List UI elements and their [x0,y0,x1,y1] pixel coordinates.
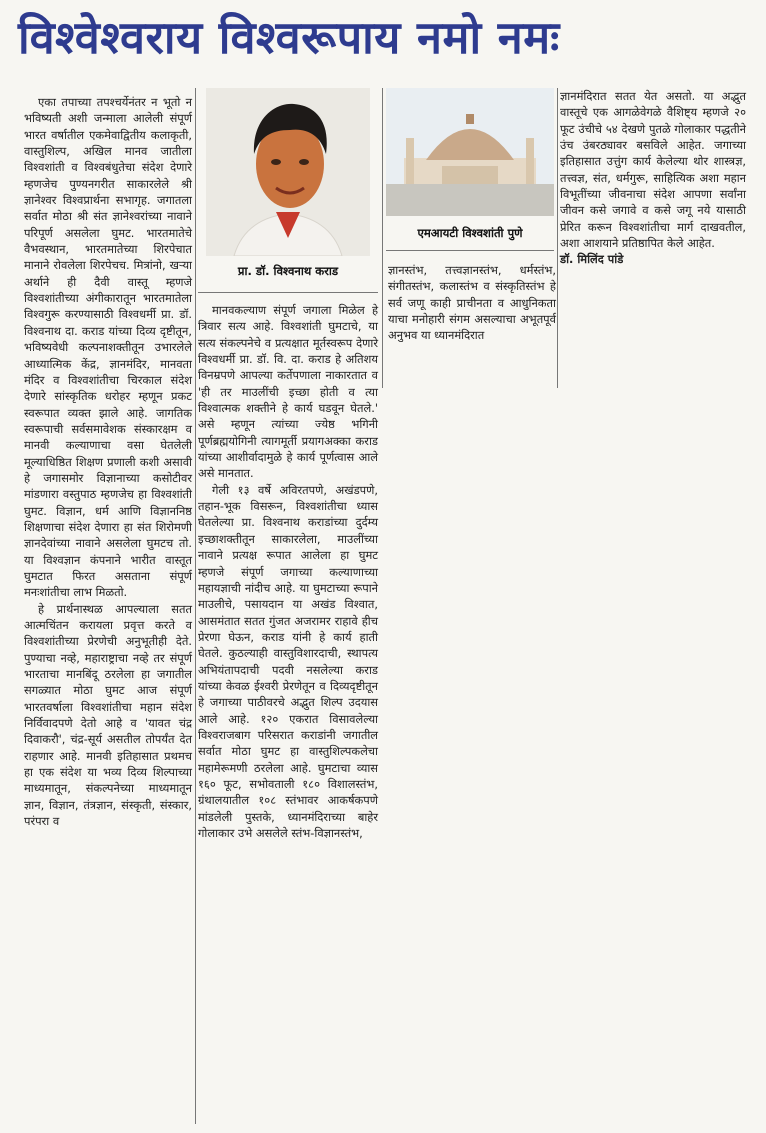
paragraph: मानवकल्याण संपूर्ण जगाला मिळेल हे त्रिवार सत्य आहे. विश्वशांती घुमटाचे, या सत्य संकल्पनेचे व प्रत्यक्षात मूर्तस्वरूप देणारे विश्वधर्मी प्रा. डॉ. वि. दा. कराड हे अतिशय विनम्रपणे आपल्या कर्तेपणाला नाकारतात व 'ही तर माउलींची इच्छा होती व त्या विश्वात्मक शक्तीने हे कार्य घडवून घेतले.' असे म्हणून त्यांच्या ज्येष्ठ भगिनी पूर्णब्रह्मयोगिनी त्यागमूर्ती प्रयागअक्का कराड यांच्या आशीर्वादामुळे हे कार्य पूर्णत्वास आले असे मानतात. [198,303,378,481]
caption-rule [198,292,378,293]
dome-image [386,88,554,216]
photo-caption: प्रा. डॉ. विश्वनाथ कराड [237,264,339,278]
building-photo [386,88,554,216]
article-column-2 [198,302,378,1124]
article-column-1 [24,94,192,1124]
image-caption: एमआयटी विश्वशांती पुणे [417,226,523,240]
column-divider [195,88,196,1124]
column-divider [382,88,383,388]
headline: विश्वेश्वराय विश्वरूपाय नमो नमः [18,11,560,64]
article-column-4 [560,88,746,388]
paragraph: ज्ञानमंदिरात सतत येत असतो. या अद्भुत वास्तूचे एक आगळेवेगळे वैशिष्ट्य म्हणजे २० फूट उंचीचे ५४ देखणे पुतळे गोलाकार पद्धतीने उंच उंबरठ्यावर बसविले आहेत. जगाच्या इतिहासात उत्तुंग कार्य केलेल्या थोर शास्त्रज्ञ, तत्त्वज्ञ, संत, धर्मगुरू, साहित्यिक अशा महान विभूतींच्या जीवनाचा संदेश आपणा सर्वांना जीवन कसे जगावे व कसे जगू नये यासाठी प्रेरित करून विश्वशांतीचा मार्ग दाखवतील, अशा आशयाने प्रतिष्ठापित केले आहेत. [560,89,746,251]
paragraph: गेली १३ वर्षे अविरतपणे, अखंडपणे, तहान-भूक विसरून, विश्वशांतीचा ध्यास घेतलेल्या प्रा. विश्वनाथ कराडांच्या दुर्दम्य इच्छाशक्तीतून साकारलेला, माउलींच्या नावाने प्रत्यक्ष रूपात आलेला हा घुमट म्हणजे संपूर्ण जगाच्या कल्याणाच्या महायज्ञाची नांदीच आहे. या घुमटाच्या रूपाने माउलीचे, पसायदान या अखंड विश्वात, आसमंतात सतत गुंजत अजरामर राहावे हीच प्रेरणा घेऊन, कराड यांनी हे कार्य हाती घेतले. कुठल्याही वास्तुविशारदाची, स्थापत्य अभियंतापदाची पदवी नसलेल्या कराड यांच्या केवळ ईश्वरी प्रेरणेतून व दिव्यदृष्टीतून हे जगाच्या पाठीवरचे अद्भुत शिल्प उदयास आले आहे. १२० एकरात विसावलेल्या विश्वराजबाग परिसरात कराडांनी जगातील सर्वात मोठा घुमट हा वास्तुशिल्पकलेचा महामेरूमणी ठरलेला आहे. घुमटाचा व्यास १६० फूट, सभोवताली १८० विशालस्तंभ, ग्रंथालयातील १०८ स्तंभावर आकर्षकपणे मांडलेली पुस्तके, ध्यानमंदिराच्या बाहेर गोलाकार उभे असलेले स्तंभ-विज्ञानस्तंभ, [198,482,378,840]
paragraph: एका तपाच्या तपश्चर्येनंतर न भूतो न भविष्यती अशी जन्माला आलेली संपूर्ण भारत वर्षातील एकमेवाद्वितीय कलाकृती, वास्तुशिल्प, अखिल मानव जातीला विश्वशांती व विश्वबंधुतेचा संदेश देणारे म्हणजेच पुण्यनगरीत साकारलेले श्री ज्ञानेश्वर विश्वप्रार्थना सभागृह. जगातला सर्वात मोठा श्री संत ज्ञानेश्वरांच्या नावाने परिपूर्ण असलेला घुमट. भारतमातेचे वैभवस्थान, भारतमातेच्या शिरपेचात मानाने रोवलेला शिरपेचच. मित्रांनो, खऱ्या अर्थाने ही दैवी वास्तू म्हणजे विश्वशांतीच्या अंगीकारातून भारतमातेला विश्वगुरू करण्यासाठी विश्वधर्मी प्रा. डॉ. विश्वनाथ दा. कराड यांच्या दिव्य दृष्टीतून, भविष्यवेधी कल्पनाशक्तीतून उभारलेले आध्यात्मिक केंद्र, ज्ञानमंदिर, मानवता मंदिर व विश्वशांतीचा चिरकाल संदेश देणारे सांस्कृतिक धरोहर म्हणून प्रकट स्वरूपात व्यक्त झाले आहे. जागतिक स्वरूपाची सर्वसमावेशक संस्कारक्षम व मानवी कल्याणाचा वसा घेतलेली मूल्याधिष्ठित शिक्षण प्रणाली कशी असावी हे जगासमोर विज्ञानाच्या कसोटीवर मांडणारा वस्तुपाठ म्हणजेच हा विश्वशांती घुमट. विज्ञान, धर्म आणि विज्ञाननिष्ठ शिक्षणाचा संदेश देणारा हा संत शिरोमणी ज्ञानदेवांच्या नावाने असलेला घुमटच तो. या विश्वज्ञान कंपनाने भारीत वास्तूत घुमटात फिरत असताना संपूर्ण मनःशांतीचा लाभ मिळतो. [24,95,192,600]
author-signature: डॉ. मिलिंद पांडे [560,252,624,267]
column-divider [557,88,558,388]
article-column-3 [388,262,556,382]
paragraph: हे प्रार्थनास्थळ आपल्याला सतत आत्मचिंतन करायला प्रवृत्त करते व विश्वशांतीच्या प्रेरणेची अनुभूतीही देते. पुण्याचा नव्हे, महाराष्ट्राचा नव्हे तर संपूर्ण भारताचा मानबिंदू ठरलेला हा जगातील सगळ्यात मोठा घुमट आज संपूर्ण भारतवर्षाला विश्वशांतीचा महान संदेश निर्विवादपणे देतो आहे व 'यावत चंद्र दिवाकरौ', चंद्र-सूर्य असतील तोपर्यंत देत राहणार आहे. मानवी इतिहासात प्रथमच हा एक संदेश या भव्य दिव्य शिल्पाच्या माध्यमातून, संकल्पनेच्या माध्यमातून ज्ञान, विज्ञान, तंत्रज्ञान, संस्कृती, संस्कार, परंपरा व [24,601,192,829]
portrait-image [206,88,370,256]
caption-rule [386,250,554,251]
portrait-photo [206,88,370,256]
paragraph: ज्ञानस्तंभ, तत्त्वज्ञानस्तंभ, धर्मस्तंभ, संगीतस्तंभ, कलास्तंभ व संस्कृतिस्तंभ हे सर्व जणू काही प्राचीनता व आधुनिकता याचा मनोहारी संगम असल्याचा अभूतपूर्व अनुभव या ध्यानमंदिरात [388,263,556,343]
